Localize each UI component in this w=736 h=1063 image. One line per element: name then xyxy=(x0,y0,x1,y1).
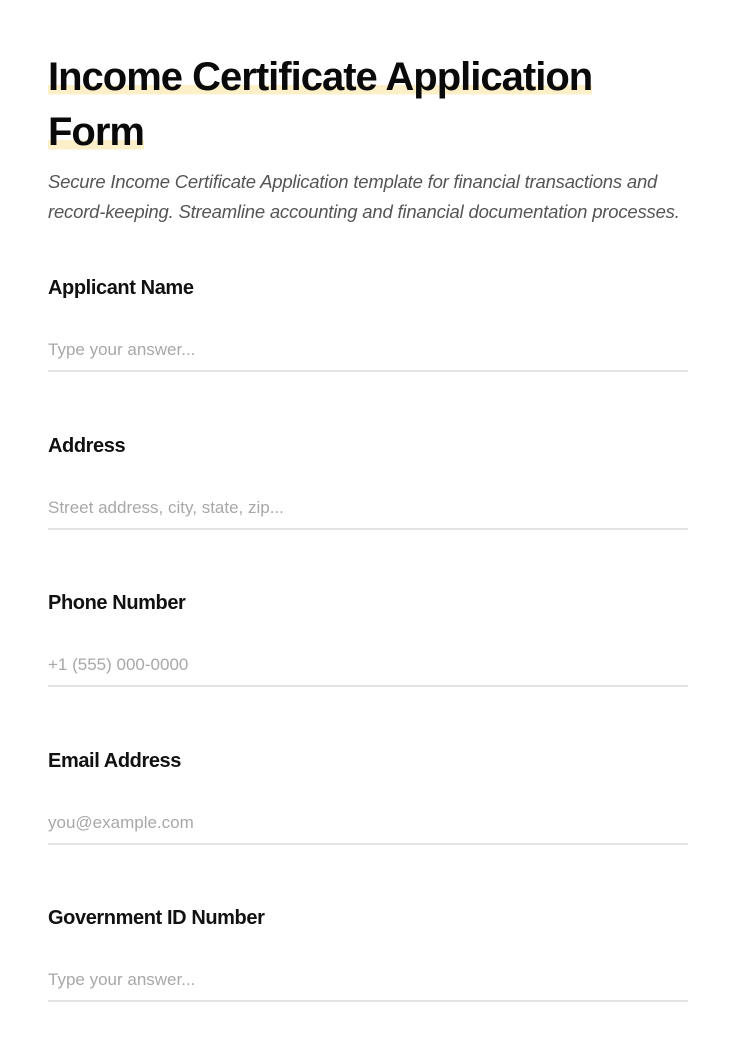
field-address xyxy=(48,433,688,591)
applicant-name-input[interactable] xyxy=(48,336,688,372)
address-input[interactable] xyxy=(48,494,688,530)
form-fields xyxy=(48,275,688,1063)
field-label: Government ID Number xyxy=(48,907,265,929)
phone-number-input[interactable] xyxy=(48,651,688,687)
government-id-input[interactable] xyxy=(48,966,688,1002)
field-government-id xyxy=(48,905,688,1063)
form-title-text: Income Certificate Application Form xyxy=(48,55,593,154)
field-label: Address xyxy=(48,434,126,457)
field-label: Phone Number xyxy=(48,592,186,614)
field-label: Applicant Name xyxy=(48,277,194,299)
form-title xyxy=(48,50,688,160)
field-applicant-name xyxy=(48,275,688,433)
field-label: Email Address xyxy=(48,749,182,772)
email-address-input[interactable] xyxy=(48,809,688,845)
form-description: Secure Income Certificate Application template for financial transactions and record-keeping. Streamline accounting and financial documentation processes. xyxy=(48,171,680,222)
field-email-address xyxy=(48,748,688,906)
field-phone-number xyxy=(48,590,688,748)
